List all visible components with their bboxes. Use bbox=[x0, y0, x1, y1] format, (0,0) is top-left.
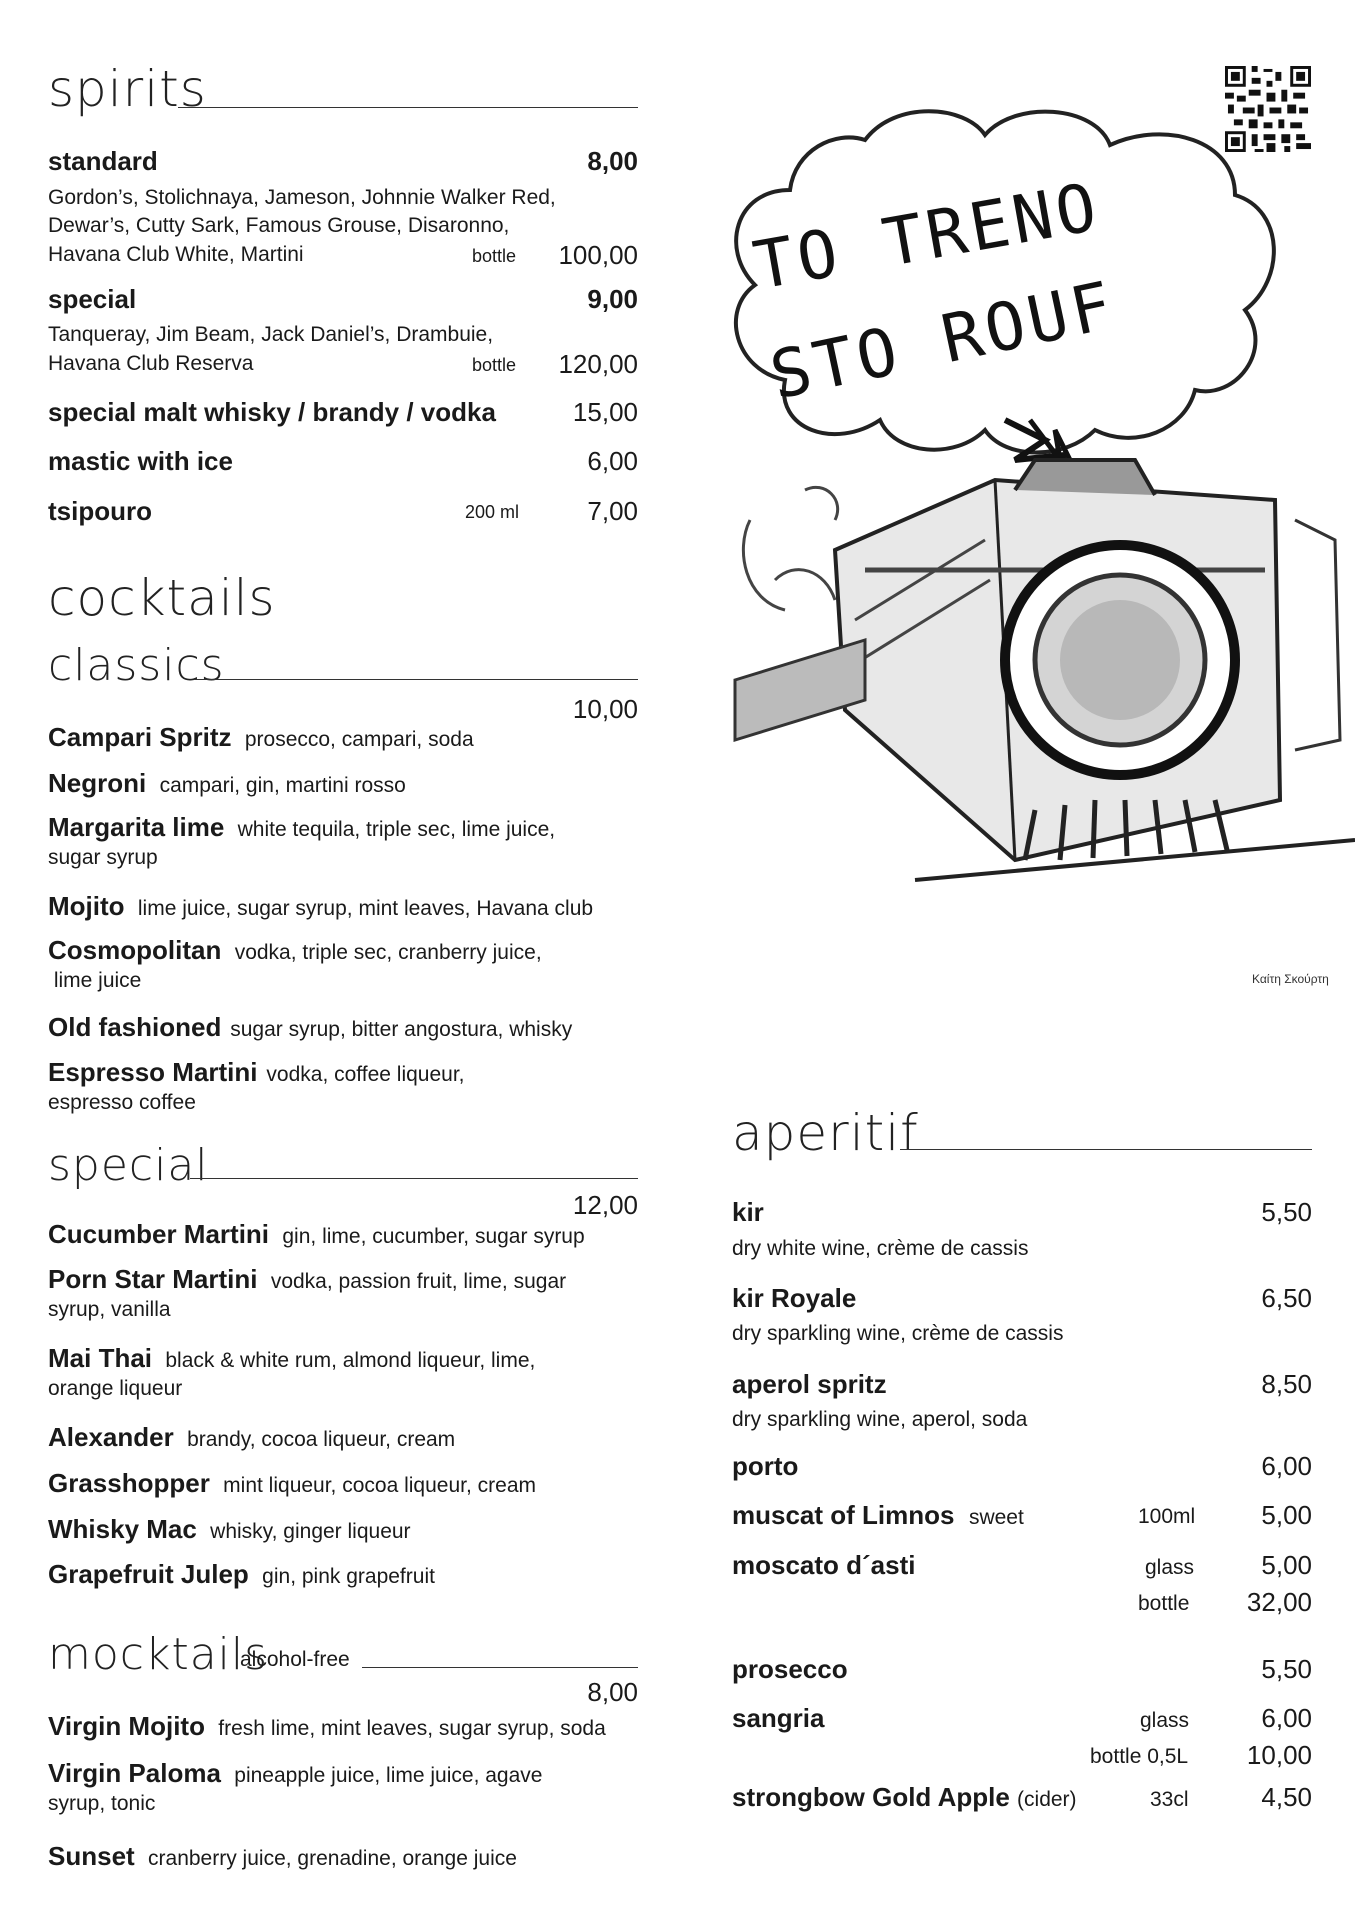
spirit-malt-price: 15,00 bbox=[572, 397, 638, 427]
cocktail-name: Espresso Martini bbox=[48, 1057, 258, 1087]
aperitif-kir-name: kir bbox=[732, 1197, 764, 1227]
aperitif-sangria-glass-price: 6,00 bbox=[1261, 1703, 1312, 1733]
spirit-standard-desc3: Havana Club White, Martini bbox=[48, 243, 304, 266]
spirit-mastic-name: mastic with ice bbox=[48, 446, 233, 476]
spirit-tsipouro-name: tsipouro bbox=[48, 496, 152, 526]
list-item bbox=[48, 1514, 648, 1559]
cocktail-name: Mojito bbox=[48, 891, 125, 921]
cocktail-name: Grasshopper bbox=[48, 1468, 210, 1498]
cocktail-desc: lime juice, sugar syrup, mint leaves, Havana club bbox=[137, 897, 594, 920]
aperitif-kir-price: 5,50 bbox=[1261, 1197, 1312, 1227]
classics-rule bbox=[194, 679, 638, 680]
cocktail-desc-cont: orange liqueur bbox=[48, 1377, 183, 1400]
illustration-title-line1: TO TRENO bbox=[747, 168, 1106, 305]
cocktail-name: Margarita lime bbox=[48, 812, 225, 842]
cocktail-desc: vodka, coffee liqueur, bbox=[266, 1063, 465, 1086]
cocktail-name: Cucumber Martini bbox=[48, 1219, 270, 1249]
cocktail-desc-cont: syrup, vanilla bbox=[48, 1298, 171, 1321]
cocktail-desc: white tequila, triple sec, lime juice, bbox=[237, 818, 556, 841]
list-item bbox=[48, 1422, 648, 1468]
cocktail-name: Campari Spritz bbox=[48, 722, 232, 752]
aperitif-kir-royale-name: kir Royale bbox=[732, 1283, 857, 1313]
classics-heading: classics bbox=[48, 640, 225, 691]
cocktail-desc-cont: lime juice bbox=[48, 969, 142, 992]
aperitif-strongbow-volume: 33cl bbox=[1150, 1788, 1189, 1811]
aperitif-aperol-desc: dry sparkling wine, aperol, soda bbox=[732, 1408, 1028, 1431]
cocktail-name: Whisky Mac bbox=[48, 1514, 197, 1544]
aperitif-sangria-glass-label: glass bbox=[1140, 1709, 1190, 1732]
mocktails-subtitle: alcohol-free bbox=[240, 1648, 350, 1671]
list-item bbox=[48, 812, 648, 846]
aperitif-moscato-name: moscato d´asti bbox=[732, 1550, 916, 1580]
list-item bbox=[48, 1264, 648, 1298]
classics-price: 10,00 bbox=[572, 694, 638, 724]
aperitif-moscato-glass-label: glass bbox=[1145, 1556, 1195, 1579]
aperitif-kir-desc: dry white wine, crème de cassis bbox=[732, 1237, 1029, 1260]
spirit-special-desc1: Tanqueray, Jim Beam, Jack Daniel’s, Drambuie, bbox=[48, 323, 494, 346]
spirit-special-bottle-price: 120,00 bbox=[558, 349, 638, 379]
cocktail-desc: gin, pink grapefruit bbox=[262, 1565, 435, 1588]
cocktail-name: Virgin Paloma bbox=[48, 1758, 221, 1788]
spirits-rule bbox=[178, 107, 638, 108]
cocktail-desc-cont: sugar syrup bbox=[48, 846, 158, 869]
cocktail-desc: pineapple juice, lime juice, agave bbox=[234, 1764, 543, 1787]
aperitif-moscato-bottle-label: bottle bbox=[1138, 1592, 1190, 1615]
cocktail-desc: gin, lime, cucumber, sugar syrup bbox=[282, 1225, 585, 1248]
aperitif-strongbow-label: strongbow Gold Apple bbox=[732, 1782, 1010, 1812]
cocktail-desc: fresh lime, mint leaves, sugar syrup, soda bbox=[218, 1717, 606, 1740]
aperitif-muscat-label: muscat of Limnos bbox=[732, 1500, 955, 1530]
cocktail-desc: brandy, cocoa liqueur, cream bbox=[187, 1428, 456, 1451]
cocktail-desc: vodka, triple sec, cranberry juice, bbox=[234, 941, 542, 964]
aperitif-kir-royale-price: 6,50 bbox=[1261, 1283, 1312, 1313]
spirit-standard-desc2: Dewar’s, Cutty Sark, Famous Grouse, Disaronno, bbox=[48, 214, 510, 237]
spirit-standard-bottle-price: 100,00 bbox=[558, 240, 638, 270]
spirit-tsipouro-price: 7,00 bbox=[587, 496, 638, 526]
spirit-special-bottle-label: bottle bbox=[472, 355, 517, 375]
cocktail-desc: campari, gin, martini rosso bbox=[159, 774, 406, 797]
cocktail-desc-cont: espresso coffee bbox=[48, 1091, 196, 1114]
aperitif-muscat-price: 5,00 bbox=[1261, 1500, 1312, 1530]
cocktail-desc: mint liqueur, cocoa liqueur, cream bbox=[223, 1474, 536, 1497]
cocktail-desc: vodka, passion fruit, lime, sugar bbox=[270, 1270, 567, 1293]
cocktail-desc: cranberry juice, grenadine, orange juice bbox=[148, 1847, 517, 1870]
spirits-heading: spirits bbox=[48, 60, 207, 118]
aperitif-sangria-bottle-label: bottle 0,5L bbox=[1090, 1745, 1189, 1768]
aperitif-muscat-volume: 100ml bbox=[1138, 1505, 1196, 1528]
list-item bbox=[48, 1758, 648, 1792]
list-item bbox=[48, 768, 648, 812]
list-item bbox=[48, 1468, 648, 1514]
spirit-standard-desc1: Gordon’s, Stolichnaya, Jameson, Johnnie Walker Red, bbox=[48, 186, 556, 209]
cocktail-name: Mai Thai bbox=[48, 1343, 153, 1373]
spirit-special-name: special bbox=[48, 284, 137, 314]
mocktails-price: 8,00 bbox=[587, 1677, 638, 1707]
aperitif-prosecco-name: prosecco bbox=[732, 1654, 848, 1684]
aperitif-moscato-glass-price: 5,00 bbox=[1261, 1550, 1312, 1580]
cocktail-name: Negroni bbox=[48, 768, 147, 798]
list-item bbox=[48, 1219, 648, 1264]
cocktail-name: Old fashioned bbox=[48, 1012, 222, 1042]
spirit-standard-bottle-label: bottle bbox=[472, 246, 517, 266]
cocktail-desc: black & white rum, almond liqueur, lime, bbox=[165, 1349, 536, 1372]
aperitif-strongbow-note: (cider) bbox=[1017, 1788, 1077, 1811]
list-item bbox=[48, 1012, 648, 1057]
aperitif-muscat-name bbox=[732, 1500, 1024, 1531]
cocktail-desc: whisky, ginger liqueur bbox=[210, 1520, 411, 1543]
list-item bbox=[48, 935, 648, 969]
spirit-mastic-price: 6,00 bbox=[587, 446, 638, 476]
cocktails-heading: cocktails bbox=[48, 569, 276, 627]
list-item bbox=[48, 1711, 648, 1758]
cocktail-name: Cosmopolitan bbox=[48, 935, 222, 965]
special-heading: special bbox=[48, 1140, 209, 1191]
aperitif-strongbow-price: 4,50 bbox=[1261, 1782, 1312, 1812]
classics-list bbox=[48, 722, 648, 1115]
mocktails-rule bbox=[362, 1667, 638, 1668]
aperitif-kir-royale-desc: dry sparkling wine, crème de cassis bbox=[732, 1322, 1064, 1345]
aperitif-sangria-name: sangria bbox=[732, 1703, 825, 1733]
list-item bbox=[48, 891, 648, 935]
spirit-malt-name: special malt whisky / brandy / vodka bbox=[48, 397, 496, 427]
aperitif-moscato-bottle-price: 32,00 bbox=[1246, 1587, 1312, 1617]
list-item bbox=[48, 1057, 648, 1091]
cocktail-desc-cont: syrup, tonic bbox=[48, 1792, 156, 1815]
spirit-standard-name: standard bbox=[48, 146, 158, 176]
aperitif-heading: aperitif bbox=[732, 1104, 919, 1162]
aperitif-porto-name: porto bbox=[732, 1451, 799, 1481]
illustration-title-line2: STO ROUF bbox=[763, 266, 1123, 415]
list-item bbox=[48, 722, 648, 768]
cocktail-name: Virgin Mojito bbox=[48, 1711, 205, 1741]
aperitif-prosecco-price: 5,50 bbox=[1261, 1654, 1312, 1684]
mocktails-heading: mocktails bbox=[48, 1629, 269, 1680]
spirit-special-price: 9,00 bbox=[587, 284, 638, 314]
aperitif-strongbow-name bbox=[732, 1782, 1077, 1813]
spirit-standard-price: 8,00 bbox=[587, 146, 638, 176]
mocktails-list bbox=[48, 1711, 648, 1872]
list-item bbox=[48, 1559, 648, 1590]
aperitif-aperol-name: aperol spritz bbox=[732, 1369, 887, 1399]
special-price: 12,00 bbox=[572, 1190, 638, 1220]
cocktail-name: Alexander bbox=[48, 1422, 174, 1452]
spirit-special-desc2: Havana Club Reserva bbox=[48, 352, 254, 375]
special-list bbox=[48, 1219, 648, 1590]
cocktail-name: Grapefruit Julep bbox=[48, 1559, 249, 1589]
aperitif-rule bbox=[900, 1149, 1312, 1150]
aperitif-porto-price: 6,00 bbox=[1261, 1451, 1312, 1481]
illustration-credit: Καίτη Σκούρτη bbox=[1252, 972, 1329, 986]
aperitif-sangria-bottle-price: 10,00 bbox=[1246, 1740, 1312, 1770]
cocktail-desc: prosecco, campari, soda bbox=[244, 728, 474, 751]
list-item bbox=[48, 1841, 648, 1872]
cocktail-desc: sugar syrup, bitter angostura, whisky bbox=[230, 1018, 573, 1041]
special-rule bbox=[190, 1178, 638, 1179]
aperitif-muscat-note: sweet bbox=[968, 1506, 1024, 1529]
cocktail-name: Porn Star Martini bbox=[48, 1264, 258, 1294]
cocktail-name: Sunset bbox=[48, 1841, 135, 1871]
spirit-tsipouro-volume: 200 ml bbox=[465, 502, 520, 522]
aperitif-aperol-price: 8,50 bbox=[1261, 1369, 1312, 1399]
list-item bbox=[48, 1343, 648, 1377]
